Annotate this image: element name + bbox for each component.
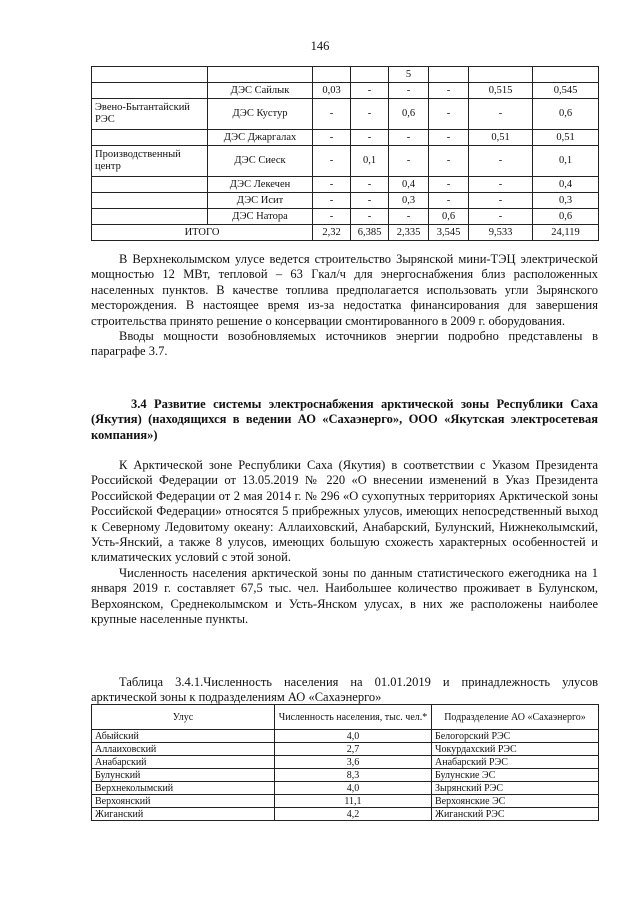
value-cell bbox=[313, 67, 351, 83]
page-number: 146 bbox=[310, 39, 330, 53]
table-total-row bbox=[92, 225, 599, 241]
value-cell: 0,6 bbox=[533, 209, 599, 225]
value-cell: - bbox=[469, 209, 533, 225]
value-cell: 0,4 bbox=[533, 177, 599, 193]
value-cell: 0,6 bbox=[389, 99, 429, 130]
table-row bbox=[92, 177, 599, 193]
table-row bbox=[92, 146, 599, 177]
division-cell: Булунские ЭС bbox=[432, 769, 599, 782]
org-cell bbox=[92, 193, 208, 209]
table-row bbox=[92, 782, 599, 795]
value-cell: - bbox=[429, 193, 469, 209]
body-text-2 bbox=[91, 458, 598, 627]
value-cell: - bbox=[351, 209, 389, 225]
table-caption: Таблица 3.4.1.Численность населения на 01.01.2019 и принадлежность улусов арктической зоны к подразделениям АО «Сахаэнерго» bbox=[91, 675, 598, 704]
value-cell: 0,515 bbox=[469, 83, 533, 99]
station-cell: ДЭС Сиеск bbox=[208, 146, 313, 177]
table-header-row bbox=[92, 705, 599, 730]
total-cell: 3,545 bbox=[429, 225, 469, 241]
table-row bbox=[92, 795, 599, 808]
paragraph: Численность населения арктической зоны по данным статистического ежегодника на 1 января 2019 г. составляет 67,5 тыс. чел. Наибольшее количество проживает в Булунском, Верхоянском, Среднеколымском и Усть-Янском улусах, в них же расположены наиболее крупные населенные пункты. bbox=[91, 565, 598, 627]
value-cell bbox=[533, 67, 599, 83]
table-row bbox=[92, 209, 599, 225]
value-cell: 0,3 bbox=[533, 193, 599, 209]
value-cell: - bbox=[313, 177, 351, 193]
division-cell: Верхоянские ЭС bbox=[432, 795, 599, 808]
value-cell: 5 bbox=[389, 67, 429, 83]
org-cell: Производственный центр bbox=[92, 146, 208, 177]
value-cell: 0,03 bbox=[313, 83, 351, 99]
station-cell bbox=[208, 67, 313, 83]
table-row bbox=[92, 730, 599, 743]
header-population: Численность населения, тыс. чел.* bbox=[275, 705, 432, 730]
population-cell: 8,3 bbox=[275, 769, 432, 782]
station-cell: ДЭС Сайлык bbox=[208, 83, 313, 99]
table-row bbox=[92, 756, 599, 769]
ulus-cell: Аллаиховский bbox=[92, 743, 275, 756]
header-ulus: Улус bbox=[92, 705, 275, 730]
table-row bbox=[92, 130, 599, 146]
value-cell: - bbox=[351, 177, 389, 193]
value-cell: - bbox=[351, 130, 389, 146]
value-cell: - bbox=[389, 209, 429, 225]
value-cell: 0,6 bbox=[533, 99, 599, 130]
division-cell: Анабарский РЭС bbox=[432, 756, 599, 769]
total-cell: 24,119 bbox=[533, 225, 599, 241]
value-cell: - bbox=[469, 146, 533, 177]
station-cell: ДЭС Натора bbox=[208, 209, 313, 225]
value-cell: 0,545 bbox=[533, 83, 599, 99]
value-cell: - bbox=[389, 83, 429, 99]
value-cell: 0,1 bbox=[351, 146, 389, 177]
value-cell: - bbox=[313, 146, 351, 177]
value-cell: - bbox=[313, 193, 351, 209]
value-cell: - bbox=[389, 130, 429, 146]
value-cell: - bbox=[351, 83, 389, 99]
total-label: ИТОГО bbox=[92, 225, 313, 241]
value-cell: - bbox=[469, 177, 533, 193]
value-cell: - bbox=[429, 83, 469, 99]
total-cell: 2,335 bbox=[389, 225, 429, 241]
total-cell: 9,533 bbox=[469, 225, 533, 241]
ulus-cell: Жиганский bbox=[92, 808, 275, 821]
ulus-cell: Анабарский bbox=[92, 756, 275, 769]
value-cell: - bbox=[313, 130, 351, 146]
ulus-cell: Верхоянский bbox=[92, 795, 275, 808]
table-row bbox=[92, 743, 599, 756]
value-cell bbox=[429, 67, 469, 83]
station-cell: ДЭС Кустур bbox=[208, 99, 313, 130]
value-cell: 0,51 bbox=[469, 130, 533, 146]
population-table bbox=[91, 704, 599, 821]
value-cell: - bbox=[313, 99, 351, 130]
body-text-1 bbox=[91, 252, 598, 360]
value-cell: 0,3 bbox=[389, 193, 429, 209]
value-cell: - bbox=[429, 99, 469, 130]
table-row bbox=[92, 808, 599, 821]
value-cell: - bbox=[429, 130, 469, 146]
value-cell bbox=[469, 67, 533, 83]
table-row bbox=[92, 67, 599, 83]
value-cell: 0,51 bbox=[533, 130, 599, 146]
value-cell: - bbox=[351, 193, 389, 209]
value-cell: 0,4 bbox=[389, 177, 429, 193]
ulus-cell: Абыйский bbox=[92, 730, 275, 743]
value-cell bbox=[351, 67, 389, 83]
generation-table bbox=[91, 66, 599, 241]
org-cell bbox=[92, 177, 208, 193]
table-row bbox=[92, 193, 599, 209]
division-cell: Жиганский РЭС bbox=[432, 808, 599, 821]
org-cell bbox=[92, 130, 208, 146]
value-cell: - bbox=[313, 209, 351, 225]
population-cell: 11,1 bbox=[275, 795, 432, 808]
paragraph: Вводы мощности возобновляемых источников энергии подробно представлены в параграфе 3.7. bbox=[91, 329, 598, 359]
table-row bbox=[92, 99, 599, 130]
population-cell: 4,0 bbox=[275, 730, 432, 743]
org-cell bbox=[92, 83, 208, 99]
division-cell: Чокурдахский РЭС bbox=[432, 743, 599, 756]
header-division: Подразделение АО «Сахаэнерго» bbox=[432, 705, 599, 730]
value-cell: - bbox=[429, 146, 469, 177]
value-cell: - bbox=[389, 146, 429, 177]
org-cell bbox=[92, 209, 208, 225]
paragraph: К Арктической зоне Республики Саха (Якутия) в соответствии с Указом Президента Российской Федерации от 13.05.2019 № 220 «О внесении изменений в Указ Президента Российской Федерации от 2 мая 2014 г. № 296 «О сухопутных территориях Арктической зоны Российской Федерации» относятся 5 прибрежных улусов, имеющих непосредственный выход к Северному Ледовитому океану: Аллаиховский, Анабарский, Булунский, Нижнеколымский, Усть-Янский, а также 8 улусов, имеющих большую схожесть характерных особенностей и климатических условий с этой зоной. bbox=[91, 458, 598, 565]
population-cell: 4,2 bbox=[275, 808, 432, 821]
value-cell: - bbox=[351, 99, 389, 130]
population-cell: 2,7 bbox=[275, 743, 432, 756]
table-row bbox=[92, 83, 599, 99]
population-cell: 3,6 bbox=[275, 756, 432, 769]
value-cell: - bbox=[429, 177, 469, 193]
ulus-cell: Булунский bbox=[92, 769, 275, 782]
station-cell: ДЭС Лекечен bbox=[208, 177, 313, 193]
value-cell: 0,6 bbox=[429, 209, 469, 225]
value-cell: 0,1 bbox=[533, 146, 599, 177]
total-cell: 6,385 bbox=[351, 225, 389, 241]
org-cell bbox=[92, 67, 208, 83]
value-cell: - bbox=[469, 99, 533, 130]
division-cell: Зырянский РЭС bbox=[432, 782, 599, 795]
population-cell: 4,0 bbox=[275, 782, 432, 795]
section-heading: 3.4 Развитие системы электроснабжения арктической зоны Республики Саха (Якутия) (находящихся в ведении АО «Сахаэнерго», ООО «Якутская электросетевая компания») bbox=[91, 397, 598, 442]
value-cell: - bbox=[469, 193, 533, 209]
station-cell: ДЭС Исит bbox=[208, 193, 313, 209]
ulus-cell: Верхнеколымский bbox=[92, 782, 275, 795]
paragraph: В Верхнеколымском улусе ведется строительство Зырянской мини-ТЭЦ электрической мощностью 12 МВт, тепловой – 63 Гкал/ч для энергоснабжения близ расположенных населенных пунктов. В качестве топлива предполагается использовать угли Зырянского месторождения. В настоящее время из-за недостатка финансирования для завершения строительства принято решение о консервации смонтированного в 2009 г. оборудования. bbox=[91, 252, 598, 328]
division-cell: Белогорский РЭС bbox=[432, 730, 599, 743]
table-row bbox=[92, 769, 599, 782]
org-cell: Эвено-Бытантайский РЭС bbox=[92, 99, 208, 130]
station-cell: ДЭС Джаргалах bbox=[208, 130, 313, 146]
total-cell: 2,32 bbox=[313, 225, 351, 241]
